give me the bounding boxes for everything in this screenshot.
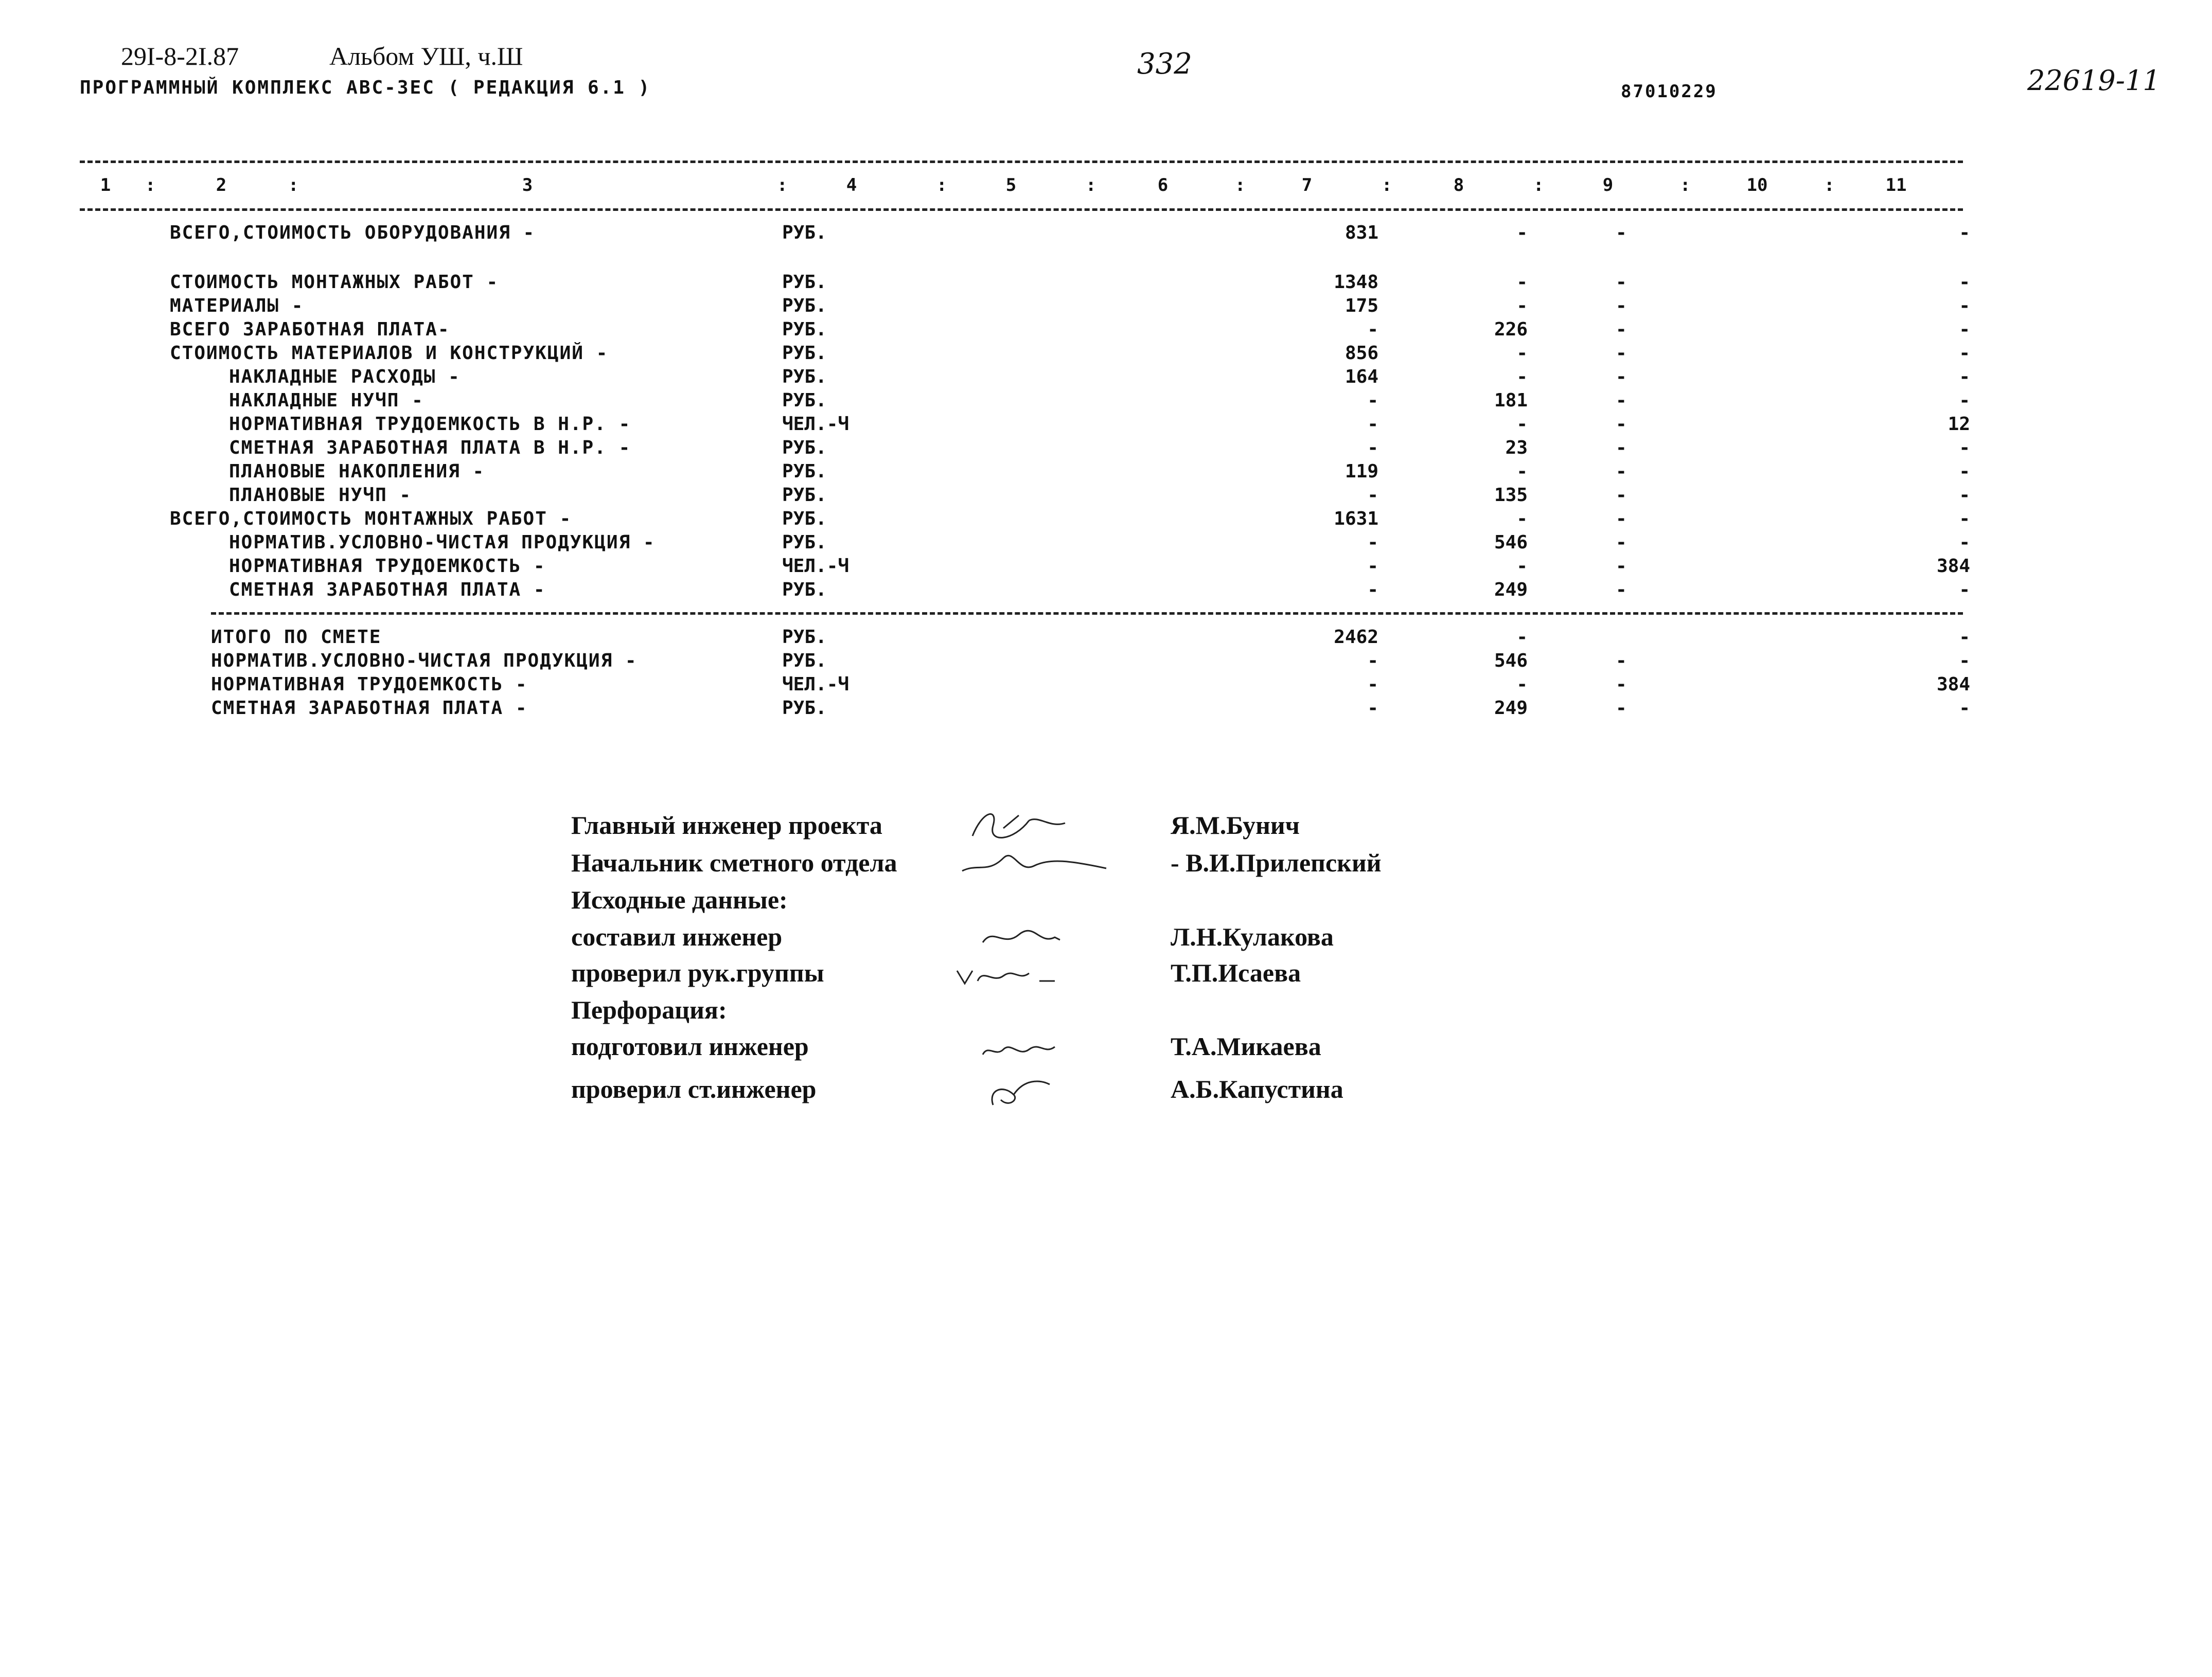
cell-col7: 164 xyxy=(1344,366,1378,387)
cell-col8: 135 xyxy=(1494,485,1528,506)
cell-col11: - xyxy=(1959,343,1970,364)
cell-col7: 1348 xyxy=(1334,272,1378,293)
cell-col9: - xyxy=(1616,319,1627,340)
table-row xyxy=(0,579,2212,603)
table-row xyxy=(0,485,2212,508)
cell-col11: 384 xyxy=(1936,674,1970,695)
cell-col9: - xyxy=(1616,437,1627,458)
table-row xyxy=(0,698,2212,721)
cell-col11: 12 xyxy=(1948,414,1970,435)
cell-col8: 546 xyxy=(1494,532,1528,553)
cell-col7: - xyxy=(1367,650,1378,671)
row-unit: РУБ. xyxy=(782,650,827,671)
column-header: 7 xyxy=(1301,175,1313,195)
column-separator: : xyxy=(1824,175,1835,195)
cell-col9: - xyxy=(1616,390,1627,411)
row-unit: РУБ. xyxy=(782,272,827,293)
cell-col11: - xyxy=(1959,627,1970,648)
signer-role: подготовил инженер xyxy=(571,1032,809,1061)
cell-col8: 546 xyxy=(1494,650,1528,671)
cell-col9: - xyxy=(1616,485,1627,506)
cell-col11: - xyxy=(1959,461,1970,482)
page-number: 332 xyxy=(1137,47,1192,81)
table-row xyxy=(0,319,2212,343)
table-row xyxy=(0,390,2212,414)
row-unit: ЧЕЛ.-Ч xyxy=(782,414,850,435)
cell-col8: 249 xyxy=(1494,698,1528,719)
cell-col7: 1631 xyxy=(1334,508,1378,529)
cell-col7: 856 xyxy=(1344,343,1378,364)
cell-col8: 23 xyxy=(1505,437,1528,458)
row-unit: РУБ. xyxy=(782,319,827,340)
cell-col9: - xyxy=(1616,343,1627,364)
cell-col8: - xyxy=(1516,627,1528,648)
cell-col7: 175 xyxy=(1344,295,1378,316)
row-unit: ЧЕЛ.-Ч xyxy=(782,556,850,577)
row-unit: РУБ. xyxy=(782,532,827,553)
document-number: 87010229 xyxy=(1621,81,1718,102)
section-label: Перфорация: xyxy=(571,995,727,1024)
column-separator: : xyxy=(145,175,156,195)
signer-role: Начальник сметного отдела xyxy=(571,848,897,877)
column-header: 10 xyxy=(1746,175,1768,195)
cell-col9: - xyxy=(1616,698,1627,719)
cell-col9: - xyxy=(1616,366,1627,387)
cell-col8: - xyxy=(1516,295,1528,316)
row-label: ИТОГО ПО СМЕТЕ xyxy=(211,627,382,648)
cell-col8: - xyxy=(1516,508,1528,529)
cell-col9: - xyxy=(1616,508,1627,529)
table-row xyxy=(0,295,2212,319)
column-header: 5 xyxy=(1005,175,1017,195)
row-label: ПЛАНОВЫЕ НАКОПЛЕНИЯ - xyxy=(229,461,485,482)
row-label: НАКЛАДНЫЕ НУЧП - xyxy=(229,390,424,411)
column-separator: : xyxy=(777,175,788,195)
signer-role: проверил ст.инженер xyxy=(571,1075,817,1103)
cell-col11: - xyxy=(1959,319,1970,340)
signature-mark xyxy=(952,1026,1117,1073)
cell-col9: - xyxy=(1616,414,1627,435)
cell-col8: - xyxy=(1516,414,1528,435)
row-label: ПЛАНОВЫЕ НУЧП - xyxy=(229,485,412,506)
row-label: СМЕТНАЯ ЗАРАБОТНАЯ ПЛАТА - xyxy=(229,579,546,600)
column-header: 2 xyxy=(216,175,227,195)
row-unit: РУБ. xyxy=(782,579,827,600)
row-unit: РУБ. xyxy=(782,437,827,458)
column-header: 4 xyxy=(846,175,857,195)
signer-name: Т.П.Исаева xyxy=(1171,958,1301,987)
column-header: 11 xyxy=(1885,175,1907,195)
signer-role: Главный инженер проекта xyxy=(571,811,882,840)
row-label: ВСЕГО,СТОИМОСТЬ ОБОРУДОВАНИЯ - xyxy=(170,222,536,243)
table-top-rule xyxy=(80,160,1963,163)
cell-col8: 249 xyxy=(1494,579,1528,600)
cell-col11: 384 xyxy=(1936,556,1970,577)
row-unit: РУБ. xyxy=(782,343,827,364)
row-unit: РУБ. xyxy=(782,485,827,506)
cell-col8: - xyxy=(1516,222,1528,243)
cell-col11: - xyxy=(1959,508,1970,529)
table-row xyxy=(0,366,2212,390)
row-label: НОРМАТИВНАЯ ТРУДОЕМКОСТЬ - xyxy=(211,674,528,695)
table-row xyxy=(0,627,2212,650)
column-separator: : xyxy=(1680,175,1691,195)
row-label: ВСЕГО ЗАРАБОТНАЯ ПЛАТА- xyxy=(170,319,450,340)
table-row xyxy=(0,343,2212,366)
signer-name: А.Б.Капустина xyxy=(1171,1075,1343,1103)
cell-col8: - xyxy=(1516,343,1528,364)
row-label: НОРМАТИВНАЯ ТРУДОЕМКОСТЬ В Н.Р. - xyxy=(229,414,631,435)
row-label: НАКЛАДНЫЕ РАСХОДЫ - xyxy=(229,366,461,387)
column-separator: : xyxy=(288,175,299,195)
cell-col9: - xyxy=(1616,556,1627,577)
table-row xyxy=(0,532,2212,556)
cell-col7: 831 xyxy=(1344,222,1378,243)
cell-col9: - xyxy=(1616,579,1627,600)
cell-col9: - xyxy=(1616,295,1627,316)
section-label: Исходные данные: xyxy=(571,885,788,914)
cell-col11: - xyxy=(1959,222,1970,243)
row-label: СТОИМОСТЬ МАТЕРИАЛОВ И КОНСТРУКЦИЙ - xyxy=(170,343,609,364)
cell-col9: - xyxy=(1616,650,1627,671)
column-separator: : xyxy=(1382,175,1392,195)
cell-col11: - xyxy=(1959,579,1970,600)
totals-rule xyxy=(211,612,1963,615)
cell-col7: - xyxy=(1367,674,1378,695)
cell-col11: - xyxy=(1959,272,1970,293)
cell-col8: - xyxy=(1516,674,1528,695)
signature-mark xyxy=(952,843,1117,889)
signer-name: Т.А.Микаева xyxy=(1171,1032,1321,1061)
row-label: СТОИМОСТЬ МОНТАЖНЫХ РАБОТ - xyxy=(170,272,499,293)
cell-col7: 119 xyxy=(1344,461,1378,482)
column-header: 9 xyxy=(1602,175,1614,195)
row-unit: РУБ. xyxy=(782,295,827,316)
row-label: ВСЕГО,СТОИМОСТЬ МОНТАЖНЫХ РАБОТ - xyxy=(170,508,572,529)
row-label: НОРМАТИВ.УСЛОВНО-ЧИСТАЯ ПРОДУКЦИЯ - xyxy=(211,650,638,671)
table-row xyxy=(0,650,2212,674)
cell-col9: - xyxy=(1616,674,1627,695)
cell-col7: - xyxy=(1367,390,1378,411)
cell-col7: - xyxy=(1367,579,1378,600)
row-label: СМЕТНАЯ ЗАРАБОТНАЯ ПЛАТА - xyxy=(211,698,528,719)
cell-col7: 2462 xyxy=(1334,627,1378,648)
signature-mark xyxy=(952,953,1117,999)
cell-col7: - xyxy=(1367,556,1378,577)
cell-col11: - xyxy=(1959,295,1970,316)
row-unit: РУБ. xyxy=(782,508,827,529)
cell-col8: - xyxy=(1516,366,1528,387)
cell-col11: - xyxy=(1959,532,1970,553)
cell-col7: - xyxy=(1367,698,1378,719)
row-unit: РУБ. xyxy=(782,698,827,719)
signature-mark xyxy=(952,1069,1117,1115)
signer-role: составил инженер xyxy=(571,922,783,951)
column-separator: : xyxy=(1086,175,1096,195)
cell-col11: - xyxy=(1959,650,1970,671)
row-unit: РУБ. xyxy=(782,627,827,648)
cell-col11: - xyxy=(1959,366,1970,387)
cell-col8: - xyxy=(1516,272,1528,293)
column-header: 8 xyxy=(1453,175,1464,195)
cell-col7: - xyxy=(1367,414,1378,435)
cell-col9: - xyxy=(1616,222,1627,243)
column-separator: : xyxy=(1533,175,1544,195)
column-header: 1 xyxy=(100,175,111,195)
signer-name: Л.Н.Кулакова xyxy=(1171,922,1334,951)
row-unit: РУБ. xyxy=(782,461,827,482)
table-row xyxy=(0,556,2212,579)
row-unit: РУБ. xyxy=(782,222,827,243)
row-label: НОРМАТИВ.УСЛОВНО-ЧИСТАЯ ПРОДУКЦИЯ - xyxy=(229,532,656,553)
table-row xyxy=(0,461,2212,485)
cell-col9: - xyxy=(1616,461,1627,482)
album-label: Альбом УШ, ч.Ш xyxy=(329,42,523,70)
table-row xyxy=(0,272,2212,295)
row-label: СМЕТНАЯ ЗАРАБОТНАЯ ПЛАТА В Н.Р. - xyxy=(229,437,631,458)
table-row xyxy=(0,414,2212,437)
table-row xyxy=(0,437,2212,461)
column-separator: : xyxy=(936,175,947,195)
row-unit: ЧЕЛ.-Ч xyxy=(782,674,850,695)
cell-col8: - xyxy=(1516,461,1528,482)
signer-role: проверил рук.группы xyxy=(571,958,824,987)
row-unit: РУБ. xyxy=(782,390,827,411)
cell-col11: - xyxy=(1959,437,1970,458)
signer-name: - В.И.Прилепский xyxy=(1171,848,1382,877)
cell-col11: - xyxy=(1959,485,1970,506)
table-row xyxy=(0,222,2212,246)
cell-col7: - xyxy=(1367,485,1378,506)
row-label: НОРМАТИВНАЯ ТРУДОЕМКОСТЬ - xyxy=(229,556,546,577)
cell-col11: - xyxy=(1959,390,1970,411)
cell-col9: - xyxy=(1616,532,1627,553)
column-separator: : xyxy=(1235,175,1246,195)
signer-name: Я.М.Бунич xyxy=(1171,811,1300,840)
table-row xyxy=(0,508,2212,532)
program-label: ПРОГРАММНЫЙ КОМПЛЕКС АВС-3ЕС ( РЕДАКЦИЯ 6.1 ) xyxy=(80,77,651,98)
table-row xyxy=(0,674,2212,698)
cell-col9: - xyxy=(1616,272,1627,293)
cell-col7: - xyxy=(1367,437,1378,458)
cell-col7: - xyxy=(1367,532,1378,553)
cell-col8: 226 xyxy=(1494,319,1528,340)
row-unit: РУБ. xyxy=(782,366,827,387)
cell-col8: 181 xyxy=(1494,390,1528,411)
cell-col11: - xyxy=(1959,698,1970,719)
cell-col8: - xyxy=(1516,556,1528,577)
document-code: 29I-8-2I.87 xyxy=(121,42,239,70)
column-header: 6 xyxy=(1157,175,1169,195)
handwritten-stamp: 22619-11 xyxy=(2027,64,2161,97)
cell-col7: - xyxy=(1367,319,1378,340)
header-bottom-rule xyxy=(80,208,1963,211)
column-header: 3 xyxy=(522,175,533,195)
row-label: МАТЕРИАЛЫ - xyxy=(170,295,304,316)
